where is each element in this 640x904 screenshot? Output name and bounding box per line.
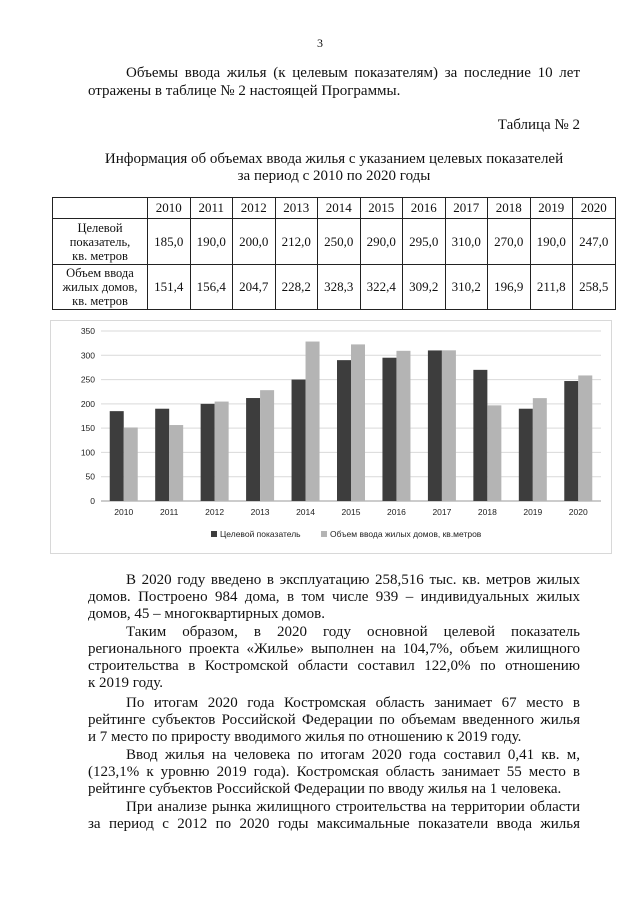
paragraph-line: В 2020 году введено в эксплуатацию 258,516 тыс. кв. метров жилых: [126, 572, 580, 588]
paragraph-line: рейтинге субъектов Российской Федерации по объемам введенного жилья: [88, 712, 580, 728]
bar-actual: [215, 402, 229, 501]
value-cell: 211,8: [530, 265, 573, 310]
paragraph-line: При анализе рынка жилищного строительства на территории области: [126, 799, 580, 815]
row-label-line: показатель,: [69, 234, 131, 249]
intro-line: Объемы ввода жилья (к целевым показателям) за последние 10 лет: [126, 65, 580, 81]
x-tick-label: 2013: [250, 507, 270, 517]
x-tick-label: 2010: [114, 507, 134, 517]
year-cell: 2016: [403, 198, 446, 219]
paragraph-line: за период с 2012 по 2020 годы максимальные показатели ввода жилья: [88, 816, 580, 832]
value-cell: 295,0: [403, 219, 446, 265]
row-label-actual: [53, 265, 148, 310]
value-cell: 190,0: [190, 219, 233, 265]
bar-target: [382, 358, 396, 501]
value-cell: 228,2: [275, 265, 318, 310]
table-corner-cell: [53, 198, 148, 219]
value-cell: 250,0: [318, 219, 361, 265]
x-tick-label: 2019: [523, 507, 543, 517]
x-tick-label: 2014: [296, 507, 316, 517]
paragraph-line: домов, 45 – многоквартирных домов.: [88, 606, 325, 622]
value-cell: 309,2: [403, 265, 446, 310]
bar-target: [246, 398, 260, 501]
year-cell: 2015: [360, 198, 403, 219]
bar-target: [292, 380, 306, 501]
value-cell: 190,0: [530, 219, 573, 265]
legend-swatch: [211, 531, 217, 537]
value-cell: 328,3: [318, 265, 361, 310]
value-cell: 185,0: [148, 219, 191, 265]
page-number: 3: [317, 36, 323, 50]
value-cell: 204,7: [233, 265, 276, 310]
bar-target: [428, 350, 442, 501]
value-cell: 196,9: [488, 265, 531, 310]
table-row-actual: [53, 265, 616, 310]
intro-line: отражены в таблице № 2 настоящей Программы.: [88, 83, 401, 99]
bar-actual: [124, 427, 138, 501]
bar-target: [110, 411, 124, 501]
row-label-line: кв. метров: [72, 248, 128, 263]
bar-actual: [306, 342, 320, 501]
bar-actual: [396, 351, 410, 501]
bar-actual: [533, 398, 547, 501]
value-cell: 212,0: [275, 219, 318, 265]
y-tick-label: 300: [80, 350, 95, 361]
row-label-line: Целевой: [77, 220, 123, 235]
legend-swatch: [321, 531, 327, 537]
paragraph-line: рейтинге субъектов Российской Федерации по вводу жилья на 1 человека.: [88, 781, 562, 797]
bar-actual: [169, 425, 183, 501]
x-tick-label: 2018: [477, 507, 497, 517]
bar-target: [473, 370, 487, 501]
bar-target: [155, 409, 169, 501]
year-cell: 2010: [148, 198, 191, 219]
year-cell: 2013: [275, 198, 318, 219]
x-tick-label: 2017: [432, 507, 452, 517]
bar-actual: [442, 350, 456, 501]
year-cell: 2014: [318, 198, 361, 219]
paragraph-line: По итогам 2020 года Костромская область занимает 67 место в: [126, 695, 580, 711]
table-title: Информация об объемах ввода жилья с указанием целевых показателей: [104, 151, 564, 167]
row-label-target: [53, 219, 148, 265]
bar-actual: [487, 405, 501, 501]
value-cell: 200,0: [233, 219, 276, 265]
value-cell: 247,0: [573, 219, 616, 265]
x-tick-label: 2015: [341, 507, 361, 517]
table-title: за период с 2010 по 2020 годы: [237, 168, 431, 184]
y-tick-label: 0: [90, 496, 95, 506]
value-cell: 156,4: [190, 265, 233, 310]
table-row-target: [53, 219, 616, 265]
paragraph-line: Ввод жилья на человека по итогам 2020 года составил 0,41 кв. м,: [126, 747, 580, 763]
x-tick-label: 2020: [568, 507, 588, 517]
value-cell: 290,0: [360, 219, 403, 265]
paragraph-line: Таким образом, в 2020 году основной целевой показатель: [126, 624, 580, 640]
table-header-row: [53, 198, 616, 219]
y-tick-label: 200: [80, 398, 95, 409]
year-cell: 2019: [530, 198, 573, 219]
row-label-line: кв. метров: [72, 294, 128, 308]
year-cell: 2012: [233, 198, 276, 219]
row-label-line: жилых домов,: [62, 280, 138, 294]
value-cell: 258,5: [573, 265, 616, 310]
paragraph-line: и 7 место по приросту вводимого жилья по отношению к 2019 году.: [88, 729, 522, 745]
paragraph-line: строительства в Костромской области составил 122,0% по отношению: [88, 658, 580, 674]
paragraph-line: домов. Построено 984 дома, в том числе 939 – индивидуальных жилых: [88, 589, 580, 605]
bar-target: [519, 409, 533, 501]
paragraph-line: регионального проекта «Жилье» выполнен на 104,7%, объем жилищного: [88, 641, 580, 657]
x-tick-label: 2012: [205, 507, 225, 517]
x-tick-label: 2016: [386, 507, 406, 517]
value-cell: 310,2: [445, 265, 488, 310]
y-tick-label: 150: [80, 423, 95, 434]
year-cell: 2020: [573, 198, 616, 219]
bar-target: [564, 381, 578, 501]
year-cell: 2018: [488, 198, 531, 219]
y-tick-label: 50: [85, 471, 95, 482]
table-label: Таблица № 2: [497, 117, 580, 133]
year-cell: 2011: [190, 198, 233, 219]
bar-actual: [578, 375, 592, 501]
bar-actual: [260, 390, 274, 501]
paragraph-line: к 2019 году.: [88, 675, 164, 691]
legend-label: Объем ввода жилых домов, кв.метров: [330, 529, 482, 539]
value-cell: 270,0: [488, 219, 531, 265]
value-cell: 310,0: [445, 219, 488, 265]
bar-chart: [50, 320, 612, 554]
bar-target: [201, 404, 215, 501]
bar-actual: [351, 344, 365, 501]
bar-target: [337, 360, 351, 501]
y-tick-label: 100: [80, 447, 95, 458]
legend-label: Целевой показатель: [220, 529, 301, 539]
row-label-line: Объем ввода: [66, 266, 134, 280]
value-cell: 322,4: [360, 265, 403, 310]
x-tick-label: 2011: [160, 507, 179, 517]
data-table: [52, 197, 616, 310]
y-tick-label: 250: [80, 374, 95, 385]
y-tick-label: 350: [80, 326, 95, 336]
paragraph-line: (123,1% к уровню 2019 года). Костромская область занимает 55 место в: [88, 764, 580, 780]
value-cell: 151,4: [148, 265, 191, 310]
year-cell: 2017: [445, 198, 488, 219]
